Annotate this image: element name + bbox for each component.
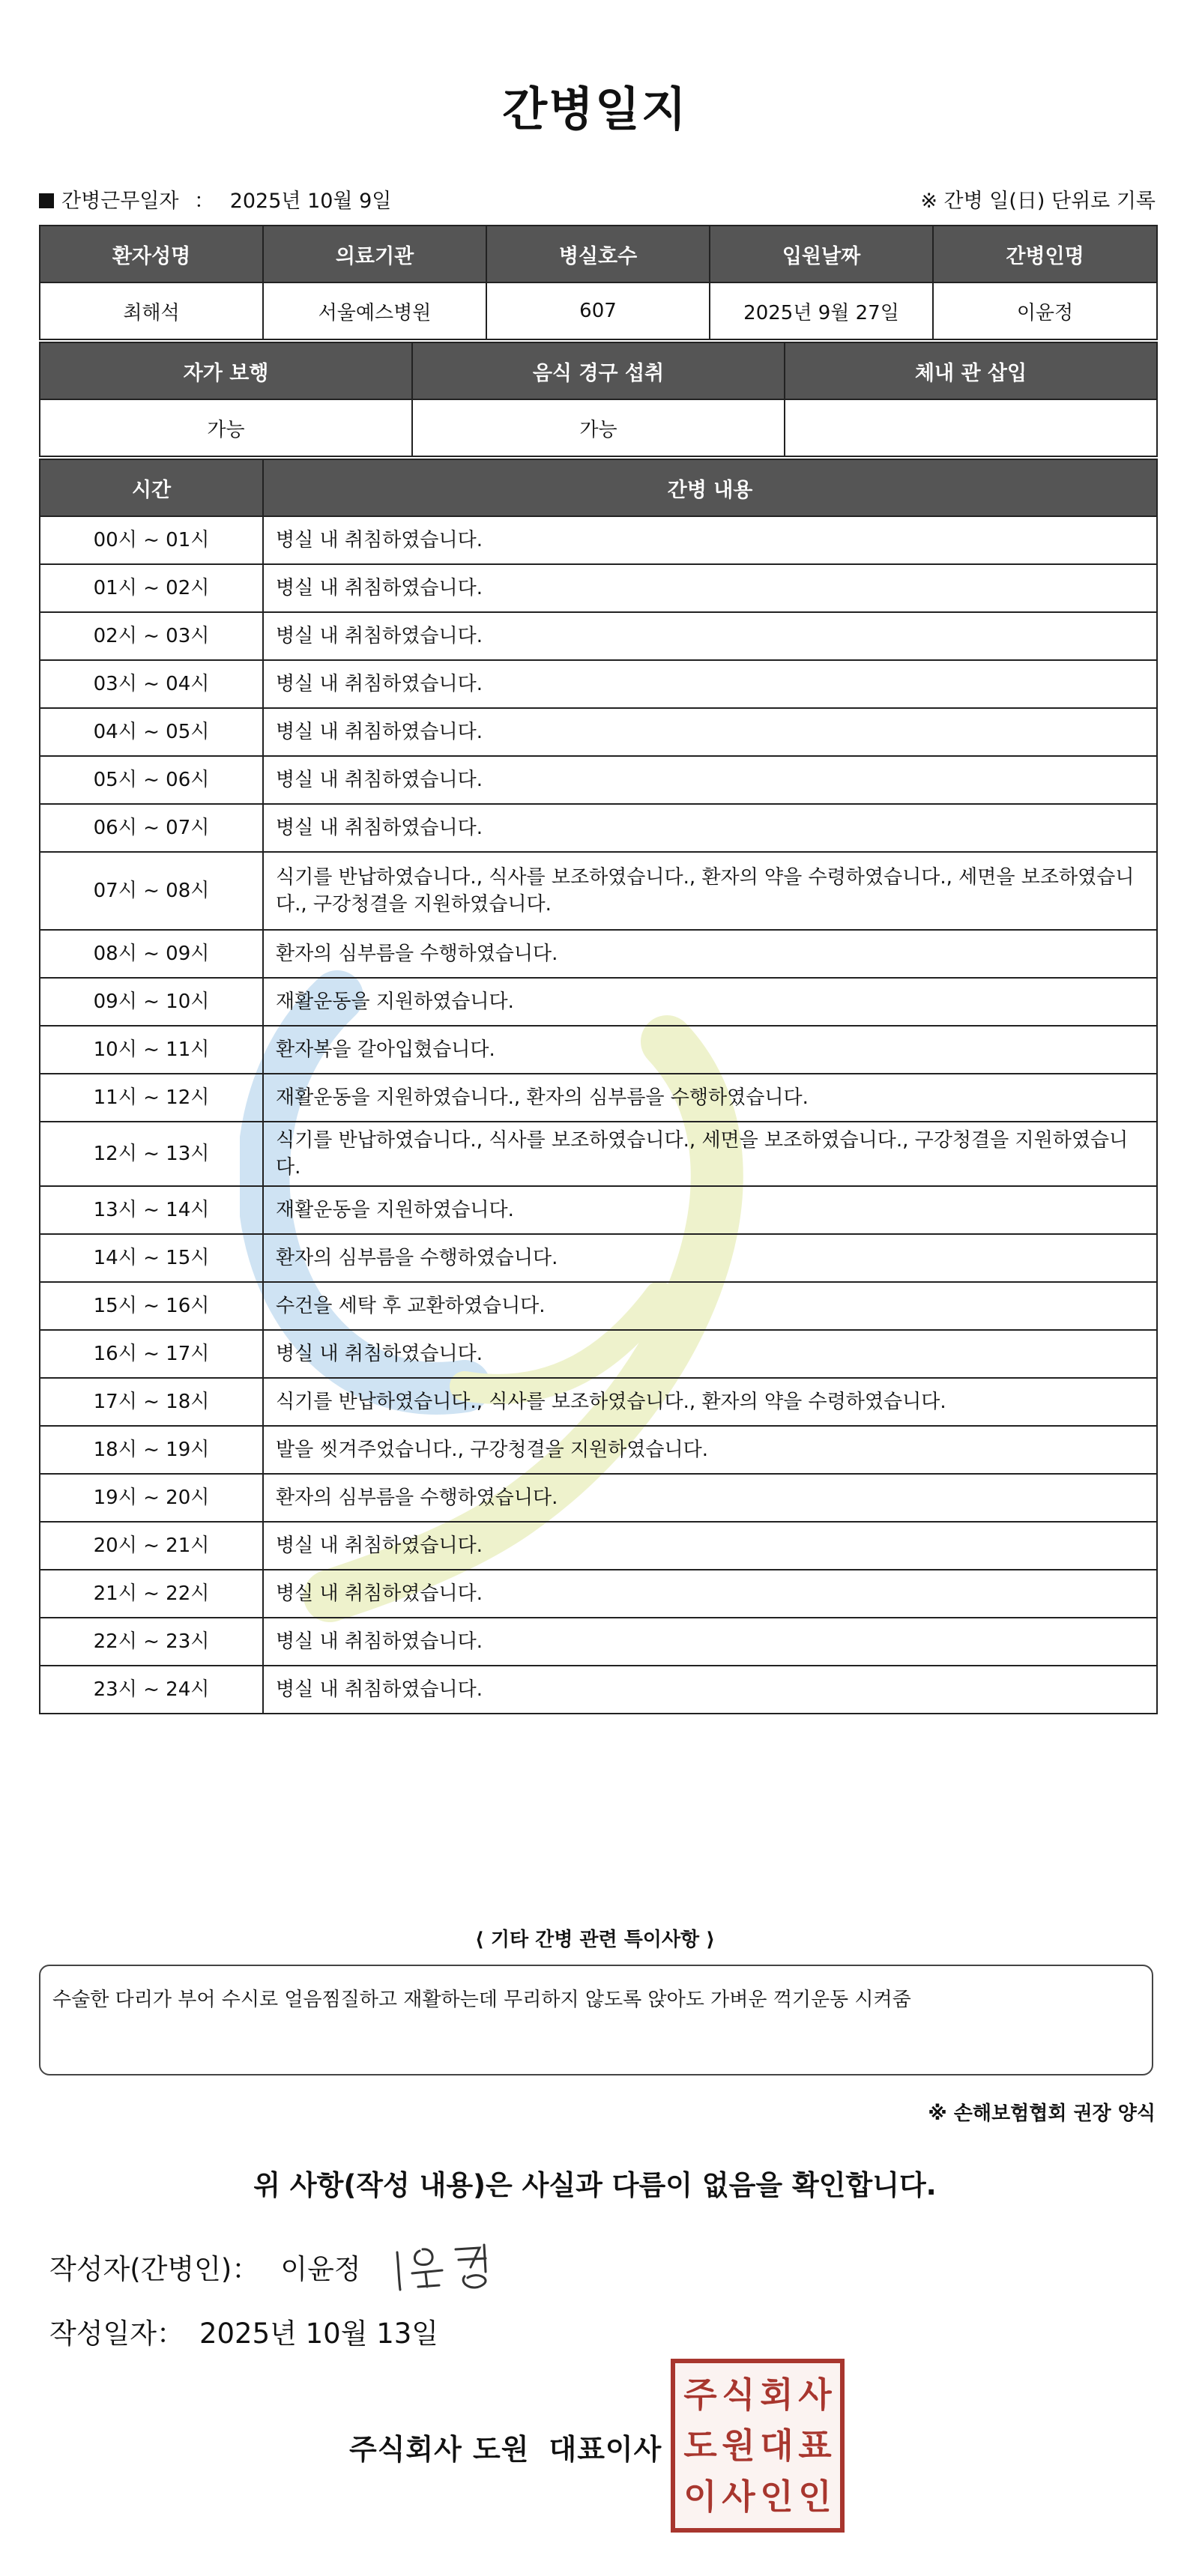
care-log-time: 12시 ~ 13시	[40, 1122, 263, 1186]
care-log-content: 병실 내 취침하였습니다.	[263, 516, 1157, 564]
seal-character: 인	[760, 2476, 794, 2517]
square-bullet-icon	[39, 193, 54, 208]
written-date-line	[49, 2311, 438, 2351]
care-log-content: 병실 내 취침하였습니다.	[263, 1522, 1157, 1570]
care-log-time: 03시 ~ 04시	[40, 660, 263, 708]
care-log-row	[40, 1522, 1157, 1570]
patient-status-values	[40, 399, 1157, 456]
care-log-time: 00시 ~ 01시	[40, 516, 263, 564]
record-unit-note: ※ 간병 일(日) 단위로 기록	[920, 190, 1156, 213]
remarks-text: 수술한 다리가 부어 수시로 얼음찜질하고 재활하는데 무리하지 않도록 앉아도 가벼운 꺽기운동 시켜줌	[52, 1989, 911, 2011]
care-log-content: 수건을 세탁 후 교환하였습니다.	[263, 1282, 1157, 1330]
confirmation-statement: 위 사항(작성 내용)은 사실과 다름이 없음을 확인합니다.	[253, 2169, 937, 2201]
care-log-row	[40, 852, 1157, 930]
seal-character: 주	[683, 2374, 717, 2415]
care-log-row	[40, 756, 1157, 804]
care-log-row	[40, 804, 1157, 852]
hospital-name: 서울예스병원	[263, 282, 486, 339]
care-log-content: 병실 내 취침하였습니다.	[263, 756, 1157, 804]
patient-info-table	[39, 225, 1158, 340]
care-log-time: 06시 ~ 07시	[40, 804, 263, 852]
care-log-time: 19시 ~ 20시	[40, 1474, 263, 1522]
care-log-time: 21시 ~ 22시	[40, 1570, 263, 1618]
seal-character: 표	[798, 2425, 832, 2466]
written-date-value: 2025년 10월 13일	[199, 2318, 439, 2350]
care-log-time: 17시 ~ 18시	[40, 1378, 263, 1426]
care-log-content: 식기를 반납하였습니다., 식사를 보조하였습니다., 환자의 약을 수령하였습니다.	[263, 1378, 1157, 1426]
care-log-content: 재활운동을 지원하였습니다.	[263, 1186, 1157, 1234]
seal-character: 식	[722, 2374, 755, 2415]
recommended-form-note: ※ 손해보험협회 권장 양식	[928, 2102, 1156, 2125]
care-log-row	[40, 1330, 1157, 1378]
admission-date: 2025년 9월 27일	[710, 282, 933, 339]
seal-character: 이	[683, 2476, 717, 2517]
work-date-value: 2025년 10월 9일	[229, 190, 392, 213]
care-log-row	[40, 1474, 1157, 1522]
caregiver-name: 이윤정	[933, 282, 1157, 339]
care-log-time: 10시 ~ 11시	[40, 1026, 263, 1074]
care-log-row	[40, 1074, 1157, 1122]
seal-character: 대	[760, 2425, 794, 2466]
care-log-row	[40, 930, 1157, 978]
seal-characters	[681, 2369, 834, 2522]
care-log-row	[40, 612, 1157, 660]
written-date-label: 작성일자：	[49, 2318, 184, 2350]
care-log-time: 15시 ~ 16시	[40, 1282, 263, 1330]
work-date-label: 간병근무일자	[61, 190, 179, 213]
header-tube-insertion: 체내 관 삽입	[785, 342, 1157, 399]
care-log-row	[40, 1570, 1157, 1618]
care-log-row	[40, 708, 1157, 756]
care-log-header	[40, 459, 1157, 516]
care-log-row	[40, 1282, 1157, 1330]
header-room-number: 병실호수	[486, 226, 710, 282]
care-log-time: 23시 ~ 24시	[40, 1666, 263, 1714]
header-care-content: 간병 내용	[263, 459, 1157, 516]
care-log-time: 07시 ~ 08시	[40, 852, 263, 930]
work-date	[39, 184, 391, 214]
writer-label: 작성자(간병인)：	[49, 2253, 260, 2285]
handwritten-signature	[390, 2237, 517, 2297]
room-number: 607	[486, 282, 710, 339]
care-log-content: 병실 내 취침하였습니다.	[263, 708, 1157, 756]
care-log-content: 재활운동을 지원하였습니다., 환자의 심부름을 수행하였습니다.	[263, 1074, 1157, 1122]
remarks-title: ⟨ 기타 간병 관련 특이사항 ⟩	[474, 1929, 716, 1951]
seal-character: 인	[798, 2476, 832, 2517]
care-log-time: 14시 ~ 15시	[40, 1234, 263, 1282]
company-representative-title: 대표이사	[549, 2433, 662, 2466]
header-hospital: 의료기관	[263, 226, 486, 282]
self-walking-value: 가능	[40, 399, 412, 456]
care-log-row	[40, 516, 1157, 564]
care-log-time: 05시 ~ 06시	[40, 756, 263, 804]
care-log-content: 환자복을 갈아입혔습니다.	[263, 1026, 1157, 1074]
care-log-row	[40, 1426, 1157, 1474]
company-name: 주식회사 도원	[349, 2433, 530, 2466]
care-log-content: 병실 내 취침하였습니다.	[263, 1570, 1157, 1618]
seal-character: 사	[798, 2374, 832, 2415]
seal-character: 사	[722, 2476, 755, 2517]
care-log-time: 02시 ~ 03시	[40, 612, 263, 660]
care-log-row	[40, 1026, 1157, 1074]
tube-insertion-value	[785, 399, 1157, 456]
care-log-content: 병실 내 취침하였습니다.	[263, 1330, 1157, 1378]
remarks-box	[39, 1965, 1153, 2075]
care-log-time: 11시 ~ 12시	[40, 1074, 263, 1122]
patient-status-header	[40, 342, 1157, 399]
patient-info-header	[40, 226, 1157, 282]
care-log-content: 병실 내 취침하였습니다.	[263, 612, 1157, 660]
writer-line	[49, 2246, 361, 2287]
meta-row	[39, 184, 1156, 217]
care-log-table	[39, 459, 1158, 1714]
care-log-row	[40, 1666, 1157, 1714]
patient-status-table	[39, 342, 1158, 457]
header-self-walking: 자가 보행	[40, 342, 412, 399]
care-log-time: 22시 ~ 23시	[40, 1618, 263, 1666]
care-log-content: 환자의 심부름을 수행하였습니다.	[263, 1474, 1157, 1522]
company-line	[349, 2426, 662, 2467]
care-log-content: 환자의 심부름을 수행하였습니다.	[263, 930, 1157, 978]
care-log-content: 식기를 반납하였습니다., 식사를 보조하였습니다., 세면을 보조하였습니다., 구강청결을 지원하였습니다.	[263, 1122, 1157, 1186]
care-log-time: 16시 ~ 17시	[40, 1330, 263, 1378]
care-log-time: 08시 ~ 09시	[40, 930, 263, 978]
care-log-content: 발을 씻겨주었습니다., 구강청결을 지원하였습니다.	[263, 1426, 1157, 1474]
oral-intake-value: 가능	[412, 399, 785, 456]
care-log-content: 병실 내 취침하였습니다.	[263, 1666, 1157, 1714]
care-log-content: 재활운동을 지원하였습니다.	[263, 978, 1157, 1026]
care-log-row	[40, 1618, 1157, 1666]
seal-character: 도	[683, 2425, 717, 2466]
care-log-row	[40, 1122, 1157, 1186]
document-title: 간병일지	[502, 82, 688, 136]
header-patient-name: 환자성명	[40, 226, 263, 282]
header-oral-intake: 음식 경구 섭취	[412, 342, 785, 399]
care-log-content: 병실 내 취침하였습니다.	[263, 564, 1157, 612]
header-time: 시간	[40, 459, 263, 516]
header-admission-date: 입원날짜	[710, 226, 933, 282]
header-caregiver-name: 간병인명	[933, 226, 1157, 282]
seal-character: 원	[722, 2425, 755, 2466]
care-log-content: 병실 내 취침하였습니다.	[263, 1618, 1157, 1666]
work-date-separator: ：	[194, 190, 215, 213]
care-log-body	[40, 516, 1157, 1714]
care-log-time: 04시 ~ 05시	[40, 708, 263, 756]
care-log-time: 13시 ~ 14시	[40, 1186, 263, 1234]
care-log-content: 환자의 심부름을 수행하였습니다.	[263, 1234, 1157, 1282]
seal-character: 회	[760, 2374, 794, 2415]
care-log-content: 병실 내 취침하였습니다.	[263, 804, 1157, 852]
patient-info-values	[40, 282, 1157, 339]
care-log-row	[40, 1378, 1157, 1426]
care-log-row	[40, 1186, 1157, 1234]
care-log-row	[40, 564, 1157, 612]
patient-name: 최해석	[40, 282, 263, 339]
care-log-time: 01시 ~ 02시	[40, 564, 263, 612]
care-log-time: 18시 ~ 19시	[40, 1426, 263, 1474]
care-log-row	[40, 1234, 1157, 1282]
company-seal-stamp	[671, 2359, 845, 2533]
care-log-time: 09시 ~ 10시	[40, 978, 263, 1026]
care-log-row	[40, 978, 1157, 1026]
care-log-row	[40, 660, 1157, 708]
writer-name: 이윤정	[280, 2253, 361, 2285]
care-log-content: 병실 내 취침하였습니다.	[263, 660, 1157, 708]
care-log-time: 20시 ~ 21시	[40, 1522, 263, 1570]
care-log-content: 식기를 반납하였습니다., 식사를 보조하였습니다., 환자의 약을 수령하였습니다., 세면을 보조하였습니다., 구강청결을 지원하였습니다.	[263, 852, 1157, 930]
